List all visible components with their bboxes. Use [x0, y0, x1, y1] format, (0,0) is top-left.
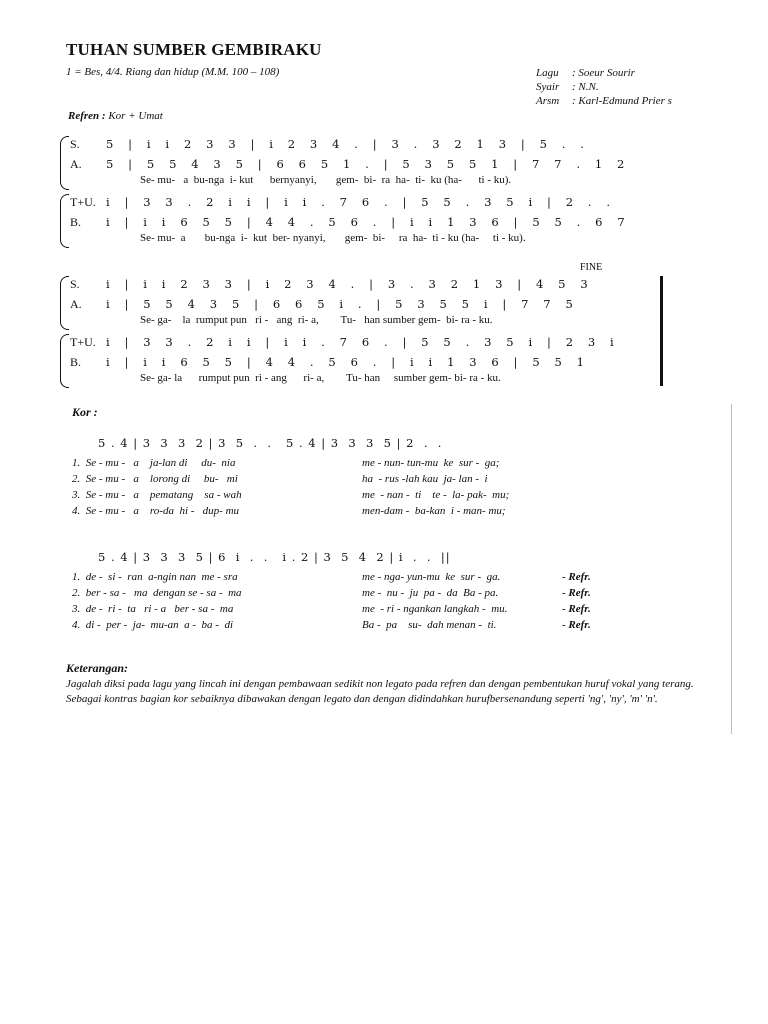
notation: 5 | 5 5 4 3 5 | 6 6 5 1 . | 5 3 5 5 1 | 7 7 . 1 2 [106, 157, 630, 171]
kor1-verse-3-right: me - nan - ti te - la- pak- mu; [362, 489, 510, 501]
refr-text: - Refr. [562, 571, 591, 583]
staff-line-alto [70, 156, 630, 172]
kor1-verse-4-right: men-dam - ba-kan i - man- mu; [362, 505, 506, 517]
notation: i | 3 3 . 2 i i | i i . 7 6 . | 5 5 . 3 5 i | 2 3 i [106, 335, 620, 349]
brace-lower [60, 194, 69, 248]
staff-line-tenor [70, 194, 616, 210]
credit-composer [536, 66, 672, 80]
kor2-verse-2-left: 2. ber - sa - ma dengan se - sa - ma [72, 587, 242, 599]
credit-lyricist [536, 80, 672, 94]
notation: i | i i 6 5 5 | 4 4 . 5 6 . | i i 1 3 6 | 5 5 1 [106, 355, 590, 369]
staff-line-tenor [70, 334, 619, 350]
notes-body: Jagalah diksi pada lagu yang lincah ini dengan pembawaan sedikit non legato pada refren dan dengan pembentukan huruf vokal yang terang. Sebagai kontras bagian kor sebaiknya dibawakan dengan legato dan dengan didindahkan hurufbersenandung seperti 'ng', 'ny', 'm' 'n'. [66, 678, 694, 705]
voice-label: S. [70, 136, 80, 151]
kor2-verse-3-right: me - ri - ngankan langkah - mu. [362, 603, 508, 615]
refr-marker [562, 587, 591, 599]
kor-label: Kor : [72, 405, 98, 419]
voice-label: T+U. [70, 194, 96, 209]
kor2-verse-2-right: me - nu - ju pa - da Ba - pa. [362, 587, 499, 599]
scan-edge-line [731, 404, 732, 734]
notation: 5 | i i 2 3 3 | i 2 3 4 . | 3 . 3 2 1 3 | 5 . . [106, 137, 590, 151]
kor1-verse-1-left: 1. Se - mu - a ja-lan di du- nia [72, 457, 236, 469]
lyrics-line-lower: Se- ga- la rumput pun ri - ang ri- a, Tu- han sumber gem- bi- ra - ku. [140, 372, 501, 384]
kor-notation-2: 5 . 4 | 3 3 3 5 | 6 i . . i . 2 | 3 5 4 2 | i . . || [98, 550, 451, 564]
kor1-verse-4-left: 4. Se - mu - a ro-da hi - dup- mu [72, 505, 240, 517]
kor2-verse-1-right: me - nga- yun-mu ke sur - ga. [362, 571, 501, 583]
notation: i | i i 2 3 3 | i 2 3 4 . | 3 . 3 2 1 3 | 4 5 3 [106, 277, 594, 291]
kor-notation-1: 5 . 4 | 3 3 3 2 | 3 5 . . 5 . 4 | 3 3 3 5 | 2 . . [98, 436, 443, 450]
refr-text: - Refr. [562, 603, 591, 615]
kor2-verse-4-right: Ba - pa su- dah menan - ti. [362, 619, 497, 631]
brace-upper [60, 276, 69, 330]
credits [536, 66, 672, 108]
refr-marker [562, 619, 591, 631]
credit-value: : N.N. [572, 81, 599, 93]
refr-text: - Refr. [562, 587, 591, 599]
refren-label-text: Kor + Umat [105, 110, 163, 122]
kor1-verse-3-left: 3. Se - mu - a pematang sa - wah [72, 489, 242, 501]
credit-value: : Soeur Sourir [572, 67, 635, 79]
fine-marker: FINE [580, 262, 603, 273]
refren-system-2 [60, 262, 670, 392]
kor1-verse-2-left: 2. Se - mu - a lorong di bu- mi [72, 473, 238, 485]
song-title: TUHAN SUMBER GEMBIRAKU [66, 40, 322, 59]
staff-line-bass [70, 354, 590, 370]
refren-label-bold: Refren : [68, 110, 106, 122]
refren-label [68, 110, 163, 122]
credit-key: Arsm [536, 95, 560, 107]
credit-key: Lagu [536, 67, 559, 79]
lyrics-line-upper: Se- mu- a bu-nga i- kut bernyanyi, gem- bi- ra ha- ti- ku (ha- ti - ku). [140, 174, 512, 186]
refr-marker [562, 603, 591, 615]
credit-key: Syair [536, 81, 560, 93]
credit-value: : Karl-Edmund Prier s [572, 95, 672, 107]
refr-text: - Refr. [562, 619, 591, 631]
voice-label: T+U. [70, 334, 96, 349]
kor2-verse-4-left: 4. di - per - ja- mu-an a - ba - di [72, 619, 234, 631]
staff-line-soprano [70, 276, 593, 292]
key-tempo-info: 1 = Bes, 4/4. Riang dan hidup (M.M. 100 – 108) [66, 66, 280, 78]
lyrics-line-upper: Se- ga- la rumput pun ri - ang ri- a, Tu- han sumber gem- bi- ra - ku. [140, 314, 493, 326]
kor2-verse-1-left: 1. de - si - ran a-ngin nan me - sra [72, 571, 238, 583]
refren-system-1 [60, 132, 670, 252]
notes-title: Keterangan: [66, 661, 129, 675]
kor1-verse-2-right: ha - rus -lah kau ja- lan - i [362, 473, 488, 485]
lyrics-line-lower: Se- mu- a bu-nga i- kut ber- nyanyi, gem- bi- ra ha- ti - ku (ha- ti - ku). [140, 232, 526, 244]
notation: i | 5 5 4 3 5 | 6 6 5 i . | 5 3 5 5 i | 7 7 5 [106, 297, 579, 311]
voice-label: B. [70, 214, 82, 229]
brace-upper [60, 136, 69, 190]
staff-line-bass [70, 214, 630, 230]
notation: i | i i 6 5 5 | 4 4 . 5 6 . | i i 1 3 6 | 5 5 . 6 7 [106, 215, 631, 229]
staff-line-soprano [70, 136, 590, 152]
voice-label: S. [70, 276, 80, 291]
final-barline [660, 276, 663, 386]
voice-label: A. [70, 156, 82, 171]
brace-lower [60, 334, 69, 388]
notation: i | 3 3 . 2 i i | i i . 7 6 . | 5 5 . 3 5 i | 2 . . [106, 195, 616, 209]
credit-arranger [536, 94, 672, 108]
kor2-verse-3-left: 3. de - ri - ta ri - a ber - sa - ma [72, 603, 234, 615]
refr-marker [562, 571, 591, 583]
voice-label: B. [70, 354, 82, 369]
staff-line-alto [70, 296, 578, 312]
kor1-verse-1-right: me - nun- tun-mu ke sur - ga; [362, 457, 500, 469]
voice-label: A. [70, 296, 82, 311]
